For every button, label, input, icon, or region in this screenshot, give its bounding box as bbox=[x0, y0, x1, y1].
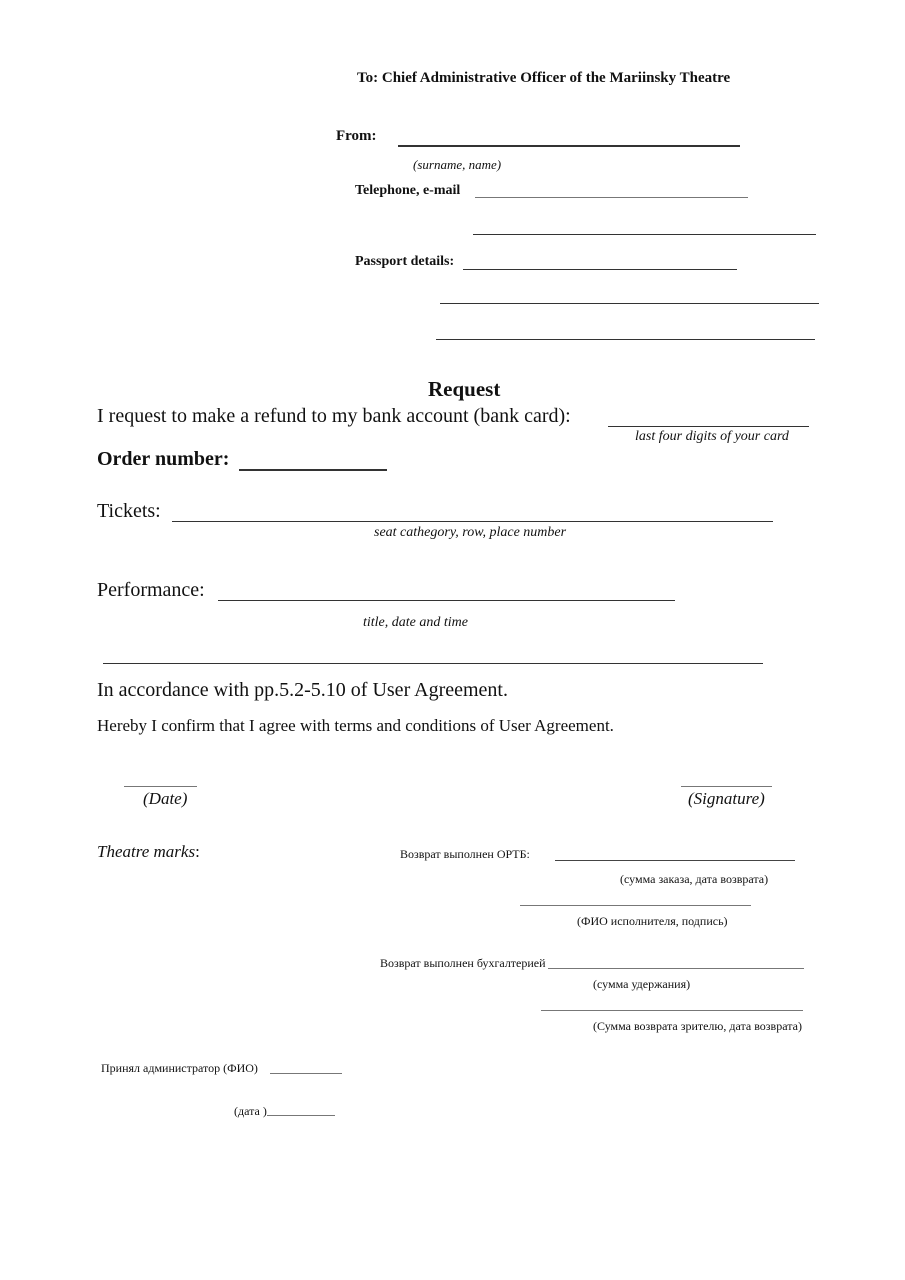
refund-hint: (Сумма возврата зрителю, дата возврата) bbox=[593, 1019, 802, 1033]
passport-field[interactable] bbox=[463, 269, 737, 270]
signature-label: (Signature) bbox=[688, 789, 765, 808]
order-field[interactable] bbox=[239, 469, 387, 471]
performance-hint: title, date and time bbox=[363, 615, 468, 630]
card-hint: last four digits of your card bbox=[635, 429, 789, 444]
accordance-text: In accordance with pp.5.2-5.10 of User Agreement. bbox=[97, 679, 508, 701]
addressee: To: Chief Administrative Officer of the Mariinsky Theatre bbox=[357, 70, 731, 86]
card-digits-field[interactable] bbox=[608, 426, 809, 427]
contact-field-2[interactable] bbox=[473, 234, 816, 235]
ortb-field[interactable] bbox=[555, 860, 795, 861]
ortb-label: Возврат выполнен ОРТБ: bbox=[400, 847, 530, 861]
accounting-label: Возврат выполнен бухгалтерией bbox=[380, 956, 546, 970]
confirm-text: Hereby I confirm that I agree with terms and conditions of User Agreement. bbox=[97, 716, 614, 735]
admin-label: Принял администратор (ФИО) bbox=[101, 1061, 258, 1075]
passport-field-3[interactable] bbox=[436, 339, 815, 340]
passport-field-2[interactable] bbox=[440, 303, 819, 304]
refund-text: I request to make a refund to my bank account (bank card): bbox=[97, 405, 571, 427]
admin-date-label: (дата ) bbox=[234, 1104, 267, 1118]
ortb-hint: (сумма заказа, дата возврата) bbox=[620, 872, 769, 886]
admin-field[interactable] bbox=[270, 1073, 342, 1074]
accounting-field[interactable] bbox=[548, 968, 804, 969]
performance-field[interactable] bbox=[218, 600, 675, 601]
signature-field[interactable] bbox=[681, 786, 772, 787]
passport-label: Passport details: bbox=[355, 254, 455, 269]
theatre-marks-colon: : bbox=[195, 842, 200, 861]
tickets-field[interactable] bbox=[172, 521, 773, 522]
tickets-label: Tickets: bbox=[97, 500, 161, 522]
from-hint: (surname, name) bbox=[413, 157, 502, 172]
date-field[interactable] bbox=[124, 786, 197, 787]
from-label: From: bbox=[336, 128, 377, 144]
contact-label: Telephone, e-mail bbox=[355, 183, 461, 198]
tickets-hint: seat cathegory, row, place number bbox=[374, 525, 567, 540]
refund-field[interactable] bbox=[541, 1010, 803, 1011]
withhold-hint: (сумма удержания) bbox=[593, 977, 691, 991]
theatre-marks-label bbox=[97, 842, 200, 862]
from-field[interactable] bbox=[398, 145, 740, 147]
executor-field[interactable] bbox=[520, 905, 751, 906]
order-label: Order number: bbox=[97, 448, 230, 470]
executor-hint: (ФИО исполнителя, подпись) bbox=[577, 914, 728, 928]
date-label: (Date) bbox=[143, 789, 188, 808]
request-title: Request bbox=[428, 377, 501, 401]
performance-label: Performance: bbox=[97, 579, 205, 601]
theatre-marks-text: Theatre marks bbox=[97, 842, 196, 861]
contact-field[interactable] bbox=[475, 197, 748, 198]
admin-date-field[interactable] bbox=[267, 1115, 335, 1116]
extra-field[interactable] bbox=[103, 663, 763, 664]
